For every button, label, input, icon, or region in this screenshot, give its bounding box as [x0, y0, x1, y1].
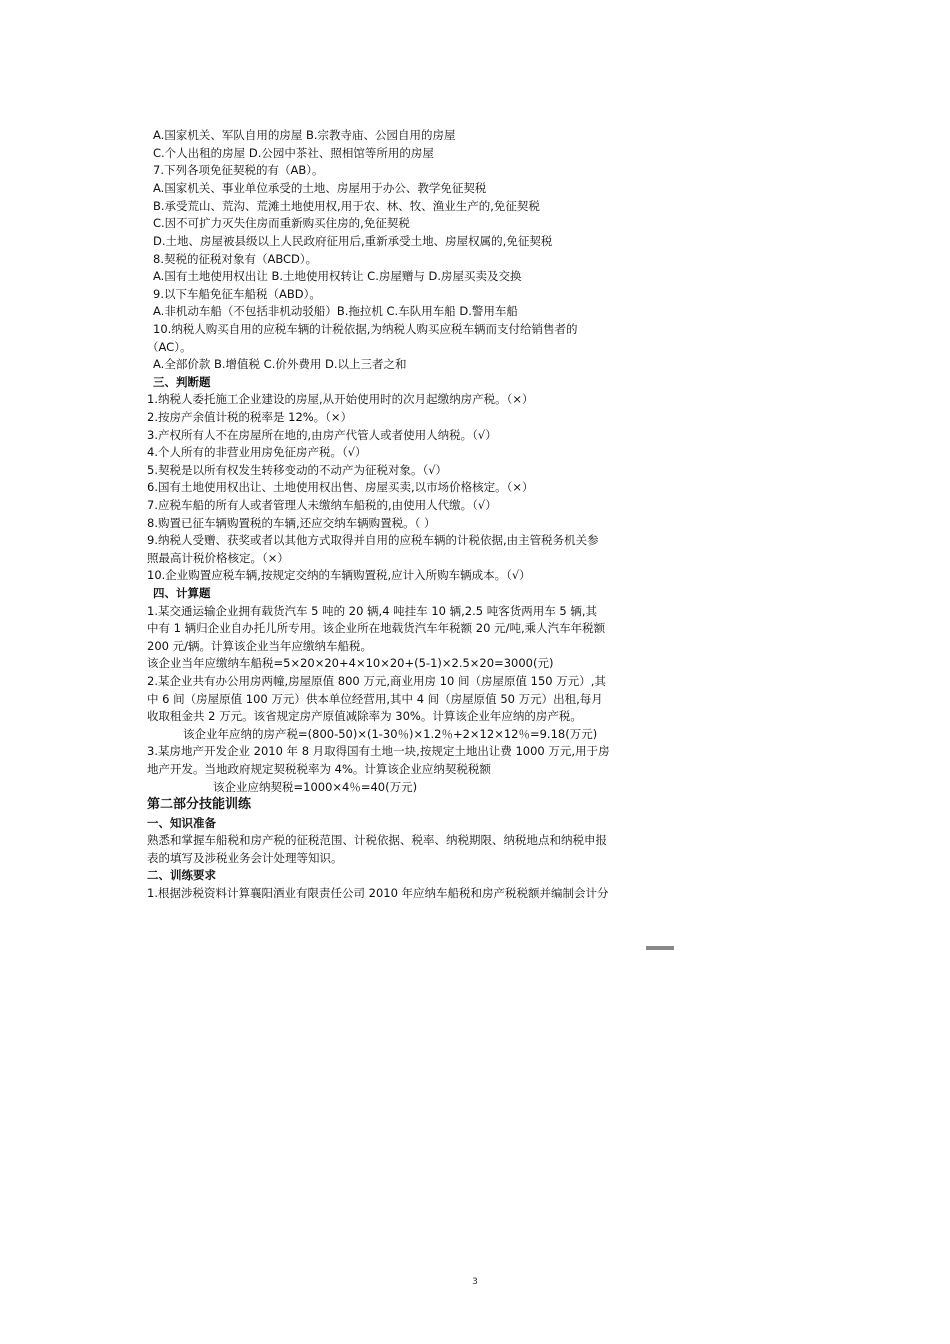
text-line: 该企业应纳契税=1000×4％=40(万元) [213, 780, 418, 794]
text-line: C.因不可扩力灭失住房而重新购买住房的,免征契税 [153, 216, 410, 230]
text-line: 1.纳税人委托施工企业建设的房屋,从开始使用时的次月起缴纳房产税。（×） [147, 392, 534, 406]
text-line: C.个人出租的房屋 D.公园中茶社、照相馆等所用的房屋 [153, 146, 434, 160]
section-heading: 三、判断题 [153, 375, 211, 389]
text-line: 该企业当年应缴纳车船税=5×20×20+4×10×20+(5-1)×2.5×20=3000(元) [147, 656, 554, 670]
part-heading: 第二部分技能训练 [147, 797, 252, 812]
text-line: 5.契税是以所有权发生转移变动的不动产为征税对象。（√） [147, 463, 448, 477]
text-line: 地产开发。当地政府规定契税税率为 4%。计算该企业应纳契税税额 [147, 762, 491, 776]
text-line: 1.根据涉税资料计算襄阳酒业有限责任公司 2010 年应纳车船税和房产税税额并编制会计分 [147, 886, 609, 900]
text-line: 200 元/辆。计算该企业当年应缴纳车船税。 [147, 639, 372, 653]
text-line: （AC）。 [147, 340, 192, 354]
text-line: 10.企业购置应税车辆,按规定交纳的车辆购置税,应计入所购车辆成本。（√） [147, 568, 531, 582]
text-line: 表的填写及涉税业务会计处理等知识。 [147, 851, 343, 865]
text-line: A.全部价款 B.增值税 C.价外费用 D.以上三者之和 [153, 357, 407, 371]
text-line: D.土地、房屋被县级以上人民政府征用后,重新承受土地、房屋权属的,免征契税 [153, 234, 553, 248]
text-line: 8.契税的征税对象有（ABCD）。 [153, 252, 318, 266]
section-heading: 一、知识准备 [147, 816, 216, 830]
text-line: 中有 1 辆归企业自办托儿所专用。该企业所在地载货汽车年税额 20 元/吨,乘人汽车年税额 [147, 621, 606, 635]
text-line: 8.购置已征车辆购置税的车辆,还应交纳车辆购置税。（ ） [147, 516, 436, 530]
scan-mark [646, 946, 674, 950]
text-line: A.国家机关、军队自用的房屋 B.宗教寺庙、公园自用的房屋 [153, 128, 456, 142]
text-line: B.承受荒山、荒沟、荒滩土地使用权,用于农、林、牧、渔业生产的,免征契税 [153, 199, 540, 213]
text-line: 收取租金共 2 万元。该省规定房产原值减除率为 30%。计算该企业年应纳的房产税。 [147, 709, 582, 723]
text-line: 2.按房产余值计税的税率是 12%。（×） [147, 410, 353, 424]
text-line: 该企业年应纳的房产税=(800-50)×(1-30％)×1.2％+2×12×12％=9.18(万元) [183, 727, 598, 741]
page-number: 3 [472, 1277, 478, 1287]
text-line: 中 6 间（房屋原值 100 万元）供本单位经营用,其中 4 间（房屋原值 50 万元）出租,每月 [147, 692, 603, 706]
text-line: 9.以下车船免征车船税（ABD）。 [153, 287, 321, 301]
text-line: 熟悉和掌握车船税和房产税的征税范围、计税依据、税率、纳税期限、纳税地点和纳税申报 [147, 833, 607, 847]
text-line: 7.应税车船的所有人或者管理人未缴纳车船税的,由使用人代缴。（√） [147, 498, 497, 512]
text-line: 10.纳税人购买自用的应税车辆的计税依据,为纳税人购买应税车辆而支付给销售者的 [153, 322, 578, 336]
text-line: 3.产权所有人不在房屋所在地的,由房产代管人或者使用人纳税。（√） [147, 428, 497, 442]
text-line: 7.下列各项免征契税的有（AB）。 [153, 163, 324, 177]
text-line: A.国家机关、事业单位承受的土地、房屋用于办公、教学免征契税 [153, 181, 487, 195]
text-line: A.国有土地使用权出让 B.土地使用权转让 C.房屋赠与 D.房屋买卖及交换 [153, 269, 522, 283]
text-line: 照最高计税价格核定。（×） [147, 551, 289, 565]
text-line: 1.某交通运输企业拥有载货汽车 5 吨的 20 辆,4 吨挂车 10 辆,2.5 吨客货两用车 5 辆,其 [147, 604, 597, 618]
text-line: 6.国有土地使用权出让、土地使用权出售、房屋买卖,以市场价格核定。（×） [147, 480, 534, 494]
text-line: 2.某企业共有办公用房两幢,房屋原值 800 万元,商业用房 10 间（房屋原值 150 万元）,其 [147, 674, 606, 688]
text-line: 4.个人所有的非营业用房免征房产税。（√） [147, 445, 367, 459]
section-heading: 二、训练要求 [147, 868, 216, 882]
text-line: 9.纳税人受赠、获奖或者以其他方式取得并自用的应税车辆的计税依据,由主管税务机关参 [147, 533, 599, 547]
section-heading: 四、计算题 [153, 586, 211, 600]
text-line: 3.某房地产开发企业 2010 年 8 月取得国有土地一块,按规定土地出让费 1000 万元,用于房 [147, 744, 610, 758]
text-line: A.非机动车船（不包括非机动驳船）B.拖拉机 C.车队用车船 D.警用车船 [153, 304, 518, 318]
